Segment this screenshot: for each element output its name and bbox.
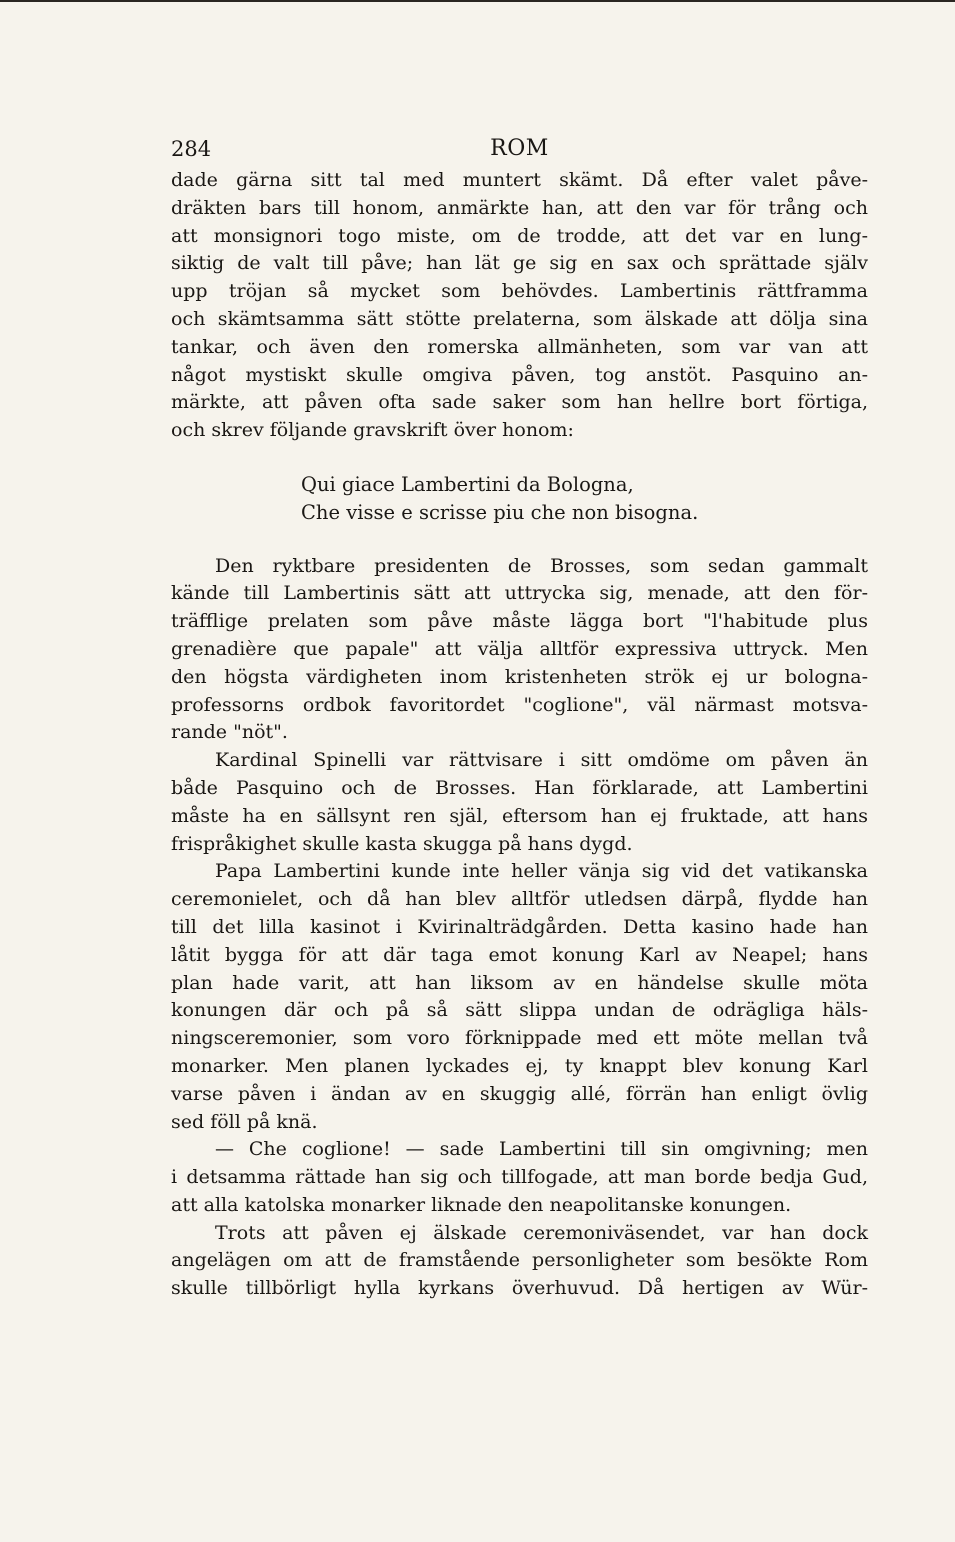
text-line: märkte, att påven ofta sade saker som han hellre bort förtiga, [171,391,868,414]
epitaph-verse [171,471,868,527]
text-line: dade gärna sitt tal med muntert skämt. Då efter valet påve- [171,169,868,191]
text-line: kände till Lambertinis sätt att uttrycka sig, menade, att den för- [171,582,868,605]
text-line: varse påven i ändan av en skuggig allé, förrän han enligt övlig [171,1082,868,1105]
text-line: träfflige prelaten som påve måste lägga bort "l'habitude plus [171,610,868,633]
text-line: frispråkighet skulle kasta skugga på hans dygd. [171,832,633,855]
text-line: till det lilla kasinot i Kvirinalträdgården. Detta kasino hade han [171,915,868,938]
paragraph [171,1220,868,1303]
text-line: monarker. Men planen lyckades ej, ty knappt blev konung Karl [171,1054,868,1077]
text-line: grenadière que papale" att välja alltför expressiva uttryck. Men [171,637,868,660]
text-line: måste ha en sällsynt ren själ, eftersom han ej fruktade, att hans [171,804,868,827]
text-line: både Pasquino och de Brosses. Han förklarade, att Lambertini [171,776,868,799]
page-top-edge [0,0,955,2]
text-line: Kardinal Spinelli var rättvisare i sitt omdöme om påven än [215,749,868,772]
text-line: plan hade varit, att han liksom av en händelse skulle möta [171,971,868,994]
text-line: dräkten bars till honom, anmärkte han, att den var för trång och [171,196,868,219]
paragraph [171,858,868,1136]
text-line: i detsamma rättade han sig och tillfogade, att man borde bedja Gud, [171,1166,868,1189]
text-line: — Che coglione! — sade Lambertini till sin omgivning; men [215,1138,868,1161]
text-line: och skämtsamma sätt stötte prelaterna, som älskade att dölja sina [171,307,868,330]
paragraph [171,167,868,445]
text-line: att alla katolska monarker liknade den neapolitanske konungen. [171,1193,792,1216]
verse-line: Che visse e scrisse piu che non bisogna. [301,500,699,524]
verse-line: Qui giace Lambertini da Bologna, [301,472,634,496]
running-title: ROM [490,136,549,161]
text-line: tankar, och även den romerska allmänheten, som var van att [171,335,868,358]
text-line: ningsceremonier, som voro förknippade med ett möte mellan två [171,1027,868,1050]
text-line: Papa Lambertini kunde inte heller vänja sig vid det vatikanska [215,860,868,883]
paragraph [171,747,868,858]
text-line: upp tröjan så mycket som behövdes. Lambertinis rättframma [171,280,868,303]
text-line: låtit bygga för att där taga emot konung Karl av Neapel; hans [171,943,868,966]
text-line: skulle tillbörligt hylla kyrkans överhuvud. Då hertigen av Wür- [171,1277,868,1300]
text-line: siktig de valt till påve; han lät ge sig en sax och sprättade själv [171,252,868,275]
paragraph [171,1136,868,1219]
text-line: konungen där och på så sätt slippa undan de odrägliga häls- [171,999,868,1022]
text-line: något mystiskt skulle omgiva påven, tog anstöt. Pasquino an- [171,363,868,386]
text-line: rande "nöt". [171,721,288,744]
text-line: professorns ordbok favoritordet "coglione", väl närmast motsva- [171,693,868,716]
text-line: Trots att påven ej älskade ceremoniväsendet, var han dock [215,1221,868,1244]
text-line: och skrev följande gravskrift över honom: [171,419,574,442]
paragraph [171,553,868,748]
page-header [171,131,868,167]
text-line: angelägen om att de framstående personligheter som besökte Rom [171,1249,868,1272]
text-line: sed föll på knä. [171,1110,318,1133]
body-text [171,167,868,1303]
page-number: 284 [171,137,212,161]
text-line: Den ryktbare presidenten de Brosses, som sedan gammalt [215,554,868,577]
text-line: att monsignori togo miste, om de trodde, att det var en lung- [171,224,868,247]
book-page [171,131,868,1303]
text-line: ceremonielet, och då han blev alltför utledsen därpå, flydde han [171,888,868,911]
text-line: den högsta värdigheten inom kristenheten strök ej ur bologna- [171,665,868,688]
